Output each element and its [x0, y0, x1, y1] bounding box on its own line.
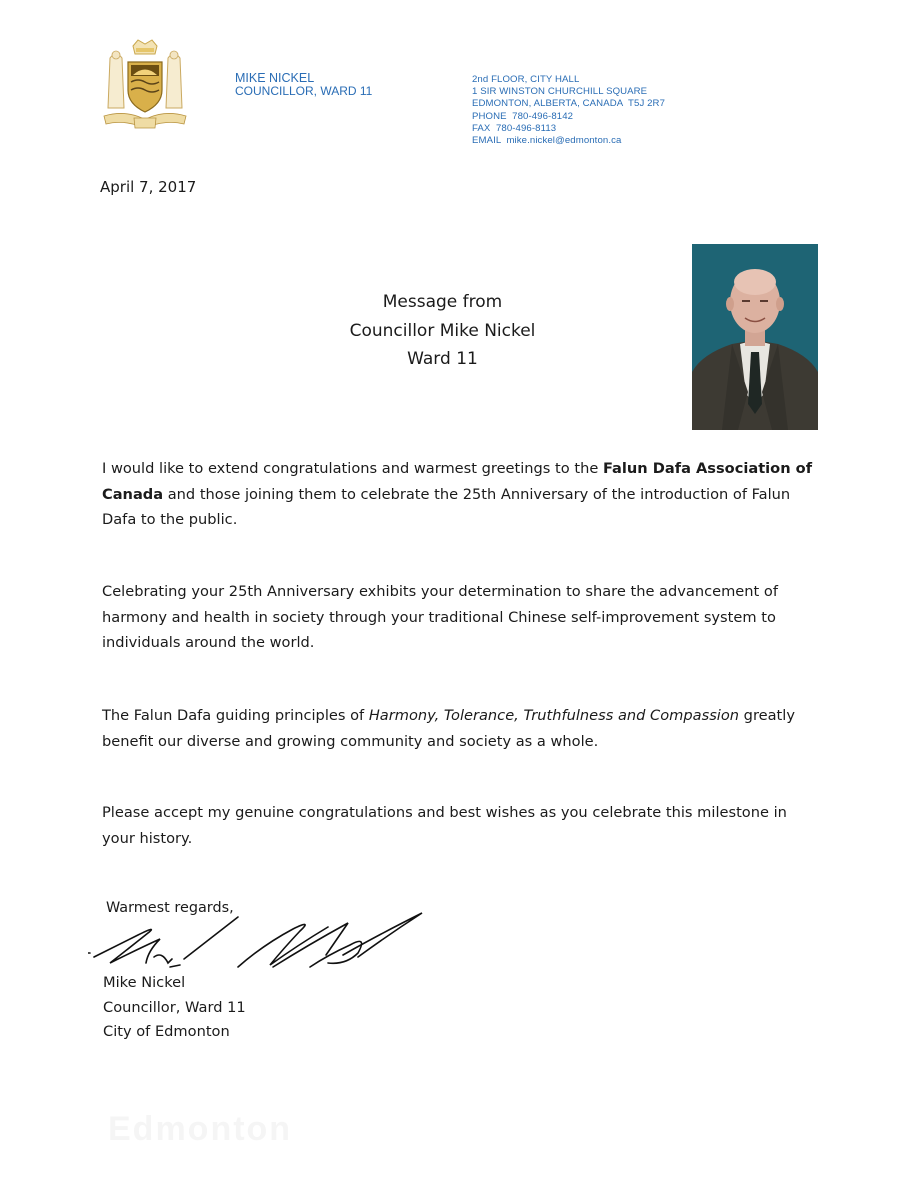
address-line: 1 SIR WINSTON CHURCHILL SQUARE — [472, 86, 648, 98]
title-line-3: Ward 11 — [407, 349, 478, 369]
title-line-2: Councillor Mike Nickel — [349, 320, 536, 341]
signer-organization: City of Edmonton — [103, 1023, 230, 1040]
letterhead-address-block — [472, 74, 665, 147]
councillor-role: COUNCILLOR, WARD 11 — [235, 84, 373, 98]
body-paragraph-4: Please accept my genuine congratulations and best wishes as you celebrate this milestone in your history. — [102, 804, 787, 847]
body-paragraph-3 — [102, 703, 822, 754]
address-line: 2nd FLOOR, CITY HALL — [472, 74, 580, 85]
portrait-photo — [692, 244, 818, 430]
message-title — [300, 288, 585, 374]
signer-name: Mike Nickel — [103, 974, 186, 991]
address-line: EDMONTON, ALBERTA, CANADA T5J 2R7 — [472, 98, 666, 110]
paragraph-text: greatly benefit our diverse and growing community and society as a whole. — [102, 707, 795, 750]
closing-salutation: Warmest regards, — [106, 900, 234, 916]
councillor-name: MIKE NICKEL — [235, 71, 315, 85]
phone-line: PHONE 780-496-8142 — [472, 110, 574, 122]
title-line-1: Message from — [382, 292, 503, 312]
coat-of-arms-icon — [100, 38, 190, 130]
paragraph-text: I would like to extend congratulations and warmest greetings to the — [102, 460, 603, 477]
letter-date: April 7, 2017 — [100, 178, 197, 196]
signature-block — [103, 971, 246, 1045]
guiding-principles: Harmony, Tolerance, Truthfulness and Compassion — [368, 707, 740, 724]
letterhead-name-block — [235, 72, 372, 98]
organization-name: Falun Dafa Association of Canada — [102, 460, 813, 503]
fax-line: FAX 780-496-8113 — [472, 122, 557, 134]
paragraph-text: and those joining them to celebrate the 25th Anniversary of the introduction of Falun Dafa to the public. — [102, 485, 791, 528]
email-line: EMAIL mike.nickel@edmonton.ca — [472, 135, 622, 147]
signer-title: Councillor, Ward 11 — [103, 998, 246, 1016]
body-paragraph-1 — [102, 456, 822, 533]
body-paragraph-2: Celebrating your 25th Anniversary exhibits your determination to share the advancement of harmony and health in society through your traditional Chinese self-improvement system to individuals around the world. — [102, 583, 778, 651]
edmonton-watermark: Edmonton — [108, 1110, 293, 1148]
paragraph-text: The Falun Dafa guiding principles of — [102, 707, 369, 724]
